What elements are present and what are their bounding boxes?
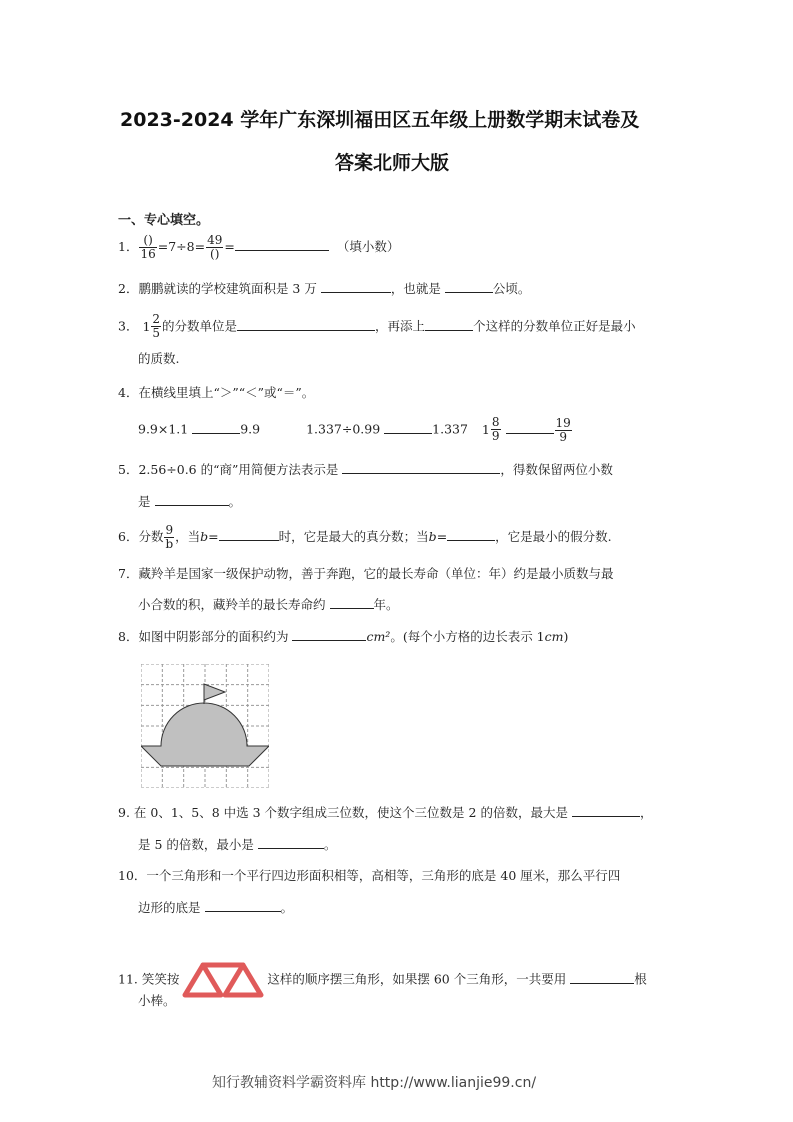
q10-text-c: 。 [280,900,294,915]
q1-f2-numerator: 49 [207,233,223,247]
page-footer: 知行教辅资料学霸资料库 http://www.lianjie99.cn/ [212,1075,537,1091]
q4-blank-c[interactable] [506,421,554,434]
q8-text-b: 。(每个小方格的边长表示 1 [390,629,545,644]
q3-continuation: 的质数. [138,351,180,366]
q6-text-b: ，当 [175,529,201,544]
triangle-sticks-icon [181,960,265,1000]
q7-continuation [138,596,399,614]
question-7: 7．藏羚羊是国家一级保护动物，善于奔跑，它的最长寿命（单位：年）约是最小质数与最 [118,566,614,581]
q9-blank-2[interactable] [258,836,324,849]
q4-blank-a[interactable] [192,421,240,434]
q1-number: 1． [118,239,139,254]
q11-text-a: 11. 笑笑按 [118,971,180,987]
question-5 [118,461,613,479]
q10-text-b: 边形的底是 [138,900,201,915]
q9-text-a: 9. 在 0、1、5、8 中选 3 个数字组成三位数，使这个三位数是 2 的倍数，最大是 [118,805,568,820]
q9-continuation [138,836,336,854]
question-10: 10．一个三角形和一个平行四边形面积相等，高相等，三角形的底是 40 厘米，那么平行四 [118,868,621,883]
q6-denominator: b [165,537,174,551]
q7-blank[interactable] [330,596,374,609]
q5-text-d: 。 [228,494,242,509]
question-1 [118,234,399,261]
q3-numerator: 2 [152,312,161,326]
q3-blank-1[interactable] [237,318,375,331]
q9-text-c: 是 5 的倍数，最小是 [138,837,254,852]
q6-var-2: b [428,529,437,544]
q6-eq-2: = [436,529,448,544]
q1-f1-numerator: () [139,234,156,248]
q2-text-a: 2．鹏鹏就读的学校建筑面积是 3 万 [118,281,317,296]
q3-text-b: ，再添上 [375,318,426,334]
q4-c-numerator: 8 [491,415,500,429]
shaded-boat-shape [141,703,269,766]
q1-hint: （填小数） [336,239,400,254]
question-8 [118,628,568,646]
q4-b-right: 1.337 [432,421,468,437]
q5-text-c: 是 [138,494,151,509]
q8-text-c: ) [563,629,569,644]
q11-continuation: 小棒。 [138,993,176,1008]
q4-c-denominator: 9 [491,429,500,443]
q4-d-denominator: 9 [559,429,567,444]
q2-text-b: ，也就是 [390,281,441,296]
q6-text-d: 时，它是最大的真分数；当 [278,529,429,544]
q3-text-a: 的分数单位是 [162,318,238,334]
q6-blank-1[interactable] [219,528,279,541]
q6-numerator: 9 [165,523,174,537]
q2-blank-2[interactable] [445,280,493,293]
q11-blank[interactable] [570,971,634,984]
stick-triangle-1 [185,965,221,995]
q1-equals: = [224,239,235,254]
q8-text-a: 8．如图中阴影部分的面积约为 [118,629,289,644]
q8-blank[interactable] [292,628,366,641]
q4-d-fraction [555,417,572,444]
q4-d-numerator: 19 [555,415,571,430]
q4-blank-b[interactable] [384,421,432,434]
question-9 [118,804,652,822]
q9-text-d: 。 [323,837,337,852]
q7-text-b: 小合数的积，藏羚羊的最长寿命约 [138,597,326,612]
q4-c-mixed [482,416,502,443]
q6-text-f: ，它是最小的假分数. [495,529,612,544]
q10-blank[interactable] [205,899,281,912]
q4-c-whole: 1 [481,421,490,437]
q3-blank-2[interactable] [425,318,473,331]
q5-text-a: 5．2.56÷0.6 的“商”用简便方法表示是 [118,462,339,477]
q4-b-left: 1.337÷0.99 [306,421,381,437]
q4-a-left: 9.9×1.1 [138,421,189,437]
q2-text-c: 公顷。 [492,281,531,296]
q11-text-b: 这样的顺序摆三角形，如果摆 60 个三角形，一共要用 [267,971,567,987]
q11-text-c: 根 [634,971,647,987]
q5-continuation [138,493,241,511]
q5-text-b: ，得数保留两位小数 [500,462,613,477]
q10-continuation [138,899,293,917]
q1-answer-blank[interactable] [235,238,329,251]
stick-triangle-2 [225,965,261,995]
q3-mixed-number [142,313,162,340]
q1-middle: =7÷8= [157,239,206,254]
section-heading: 一、专心填空。 [118,213,210,228]
q6-var-1: b [200,529,209,544]
question-4: 4．在横线里填上“＞”“＜”或“＝”。 [118,385,315,400]
flag-icon [204,684,225,700]
q9-text-b: ， [639,805,653,820]
q3-number: 3． [118,318,139,334]
q7-text-c: 年。 [373,597,399,612]
q8-grid-figure [141,664,269,788]
doc-title-line1: 2023-2024 学年广东深圳福田区五年级上册数学期末试卷及 [120,109,640,131]
question-11 [118,960,647,1000]
q4-a-right: 9.9 [240,421,261,437]
q8-unit: cm² [366,629,391,644]
q1-f2-denominator: () [210,247,220,261]
q1-f1-denominator: 16 [140,247,156,261]
q6-fraction [164,524,174,551]
q2-blank-1[interactable] [321,280,391,293]
q3-denominator: 5 [152,326,161,340]
q8-unit-2: cm [544,629,564,644]
q1-fraction-2 [206,234,223,261]
q6-blank-2[interactable] [447,528,495,541]
q3-whole: 1 [142,318,151,334]
doc-title-line2: 答案北师大版 [335,152,450,174]
question-6 [118,524,612,551]
q9-blank-1[interactable] [572,804,640,817]
q6-eq-1: = [208,529,219,544]
q1-fraction-1 [139,234,156,261]
q5-blank-2[interactable] [155,493,229,506]
q3-text-c: 个这样的分数单位正好是最小 [473,318,636,334]
question-2 [118,280,530,298]
question-3 [118,313,636,340]
q6-text-a: 6．分数 [118,529,164,544]
q4-items [138,416,573,444]
q5-blank-1[interactable] [342,461,500,474]
